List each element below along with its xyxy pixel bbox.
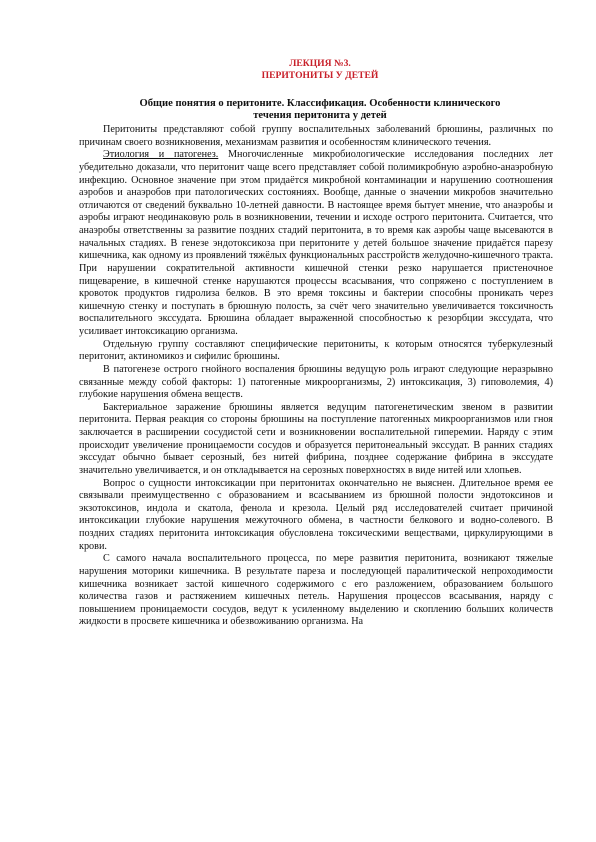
paragraph-intro: Перитониты представляют собой группу воспалительных заболеваний брюшины, различных по причинам своего возникновения, механизмам развития и особенностям клинического течения. [79,124,553,148]
paragraph-pathogenesis-factors: В патогенезе острого гнойного воспаления брюшины ведущую роль играют следующие неразрывно связанные между собой факторы: 1) патогенные микроорганизмы, 2) интоксикация, 3) гиповолемия, 4) глубокие нарушения обмена веществ. [79,363,553,401]
lecture-body [79,124,553,629]
section-heading-line-1: Общие понятия о перитоните. Классификация. Особенности клинического [139,98,501,109]
lecture-title: ЛЕКЦИЯ №3. [289,58,351,69]
section-heading [90,98,550,123]
etiology-subheading: Этиология и патогенез. [103,149,219,161]
paragraph-specific-peritonitis: Отдельную группу составляют специфические перитониты, к которым относятся туберкулезный перитонит, актиномикоз и сифилис брюшины. [79,338,553,363]
paragraph-intoxication: Вопрос о сущности интоксикации при перитонитах окончательно не выяснен. Длительное время ее связывали преимущественно с образованием и всасыванием из брюшной полости эндотоксинов и экзотоксинов, индола и скатола, фенола и крезола. Целый ряд исследователей считает причиной интоксикации глубокие нарушения межуточного обмена, в частности белкового и водно-солевого. В поздних стадиях перитонита интоксикация обусловлена токсическими веществами, циркулирующими в крови. [79,477,553,552]
paragraph-intestinal-motility: С самого начала воспалительного процесса, по мере развития перитонита, возникают тяжелые нарушения моторики кишечника. В результате пареза и последующей паралитической непроходимости кишечника возникает застой кишечного содержимого с его разложением, образованием большого количества газов и растяжением кишечных петель. Нарушения процессов всасывания, наряду с повышением проницаемости сосудов, ведут к усиленному выделению и скоплению больших количеств жидкости в просвете кишечника и обезвоживанию организма. На [79,553,553,628]
topic-title: ПЕРИТОНИТЫ У ДЕТЕЙ [261,70,379,81]
lecture-header [60,58,580,82]
paragraph-etiology: Этиология и патогенез. Многочисленные микробиологические исследования последних лет убедительно доказали, что перитонит чаще всего представляет собой полимикробную аэробно-анаэробную инфекцию. Основное значение при этом придаётся микробной контаминации и нарушению соотношения аэробов и анаэробов при патологических состояниях. Вообще, данные о значении микробов значительно отличаются от сведений буквально 10-летней давности. В настоящее время бытует мнение, что анаэробы и аэробы играют неодинаковую роль в возникновении, течении и исходе острого перитонита. Считается, что анаэробы ответственны за развитие поздних стадий перитонита, в то время как аэробы чаще высеваются в начальных стадиях. В генезе эндотоксикоза при перитоните у детей большое значение придаётся парезу кишечника, как одному из проявлений тяжёлых функциональных расстройств желудочно-кишечного тракта. При нарушении сократительной активности кишечной стенки резко нарушается пристеночное пищеварение, в кишечной стенке нарушаются процессы всасывания, что сопряжено с поступлением в кровоток продуктов гидролиза белков. В это время токсины и бактерии способны проникать через кишечную стенку и поступать в брюшную полость, за счёт чего значительно увеличивается токсичность воспалительного экссудата. Брюшина обладает выраженной способностью к резорбции экссудата, что усиливает интоксикацию организма. [79,149,553,337]
section-heading-line-2: течения перитонита у детей [253,110,387,122]
paragraph-bacterial-infection: Бактериальное заражение брюшины является ведущим патогенетическим звеном в развитии перитонита. Первая реакция со стороны брюшины на поступление патогенных микроорганизмов или гноя заключается в расширении сосудистой сети и возникновении воспалительной гиперемии. Наряду с этим происходит увеличение проницаемости сосудов и образуется перитонеальный экссудат. В ранних стадиях экссудат обычно бывает серозный, без нитей фибрина, позднее содержание фибрина в экссудате значительно увеличивается, и он откладывается на серозных поверхностях в виде нитей или хлопьев. [79,401,553,476]
